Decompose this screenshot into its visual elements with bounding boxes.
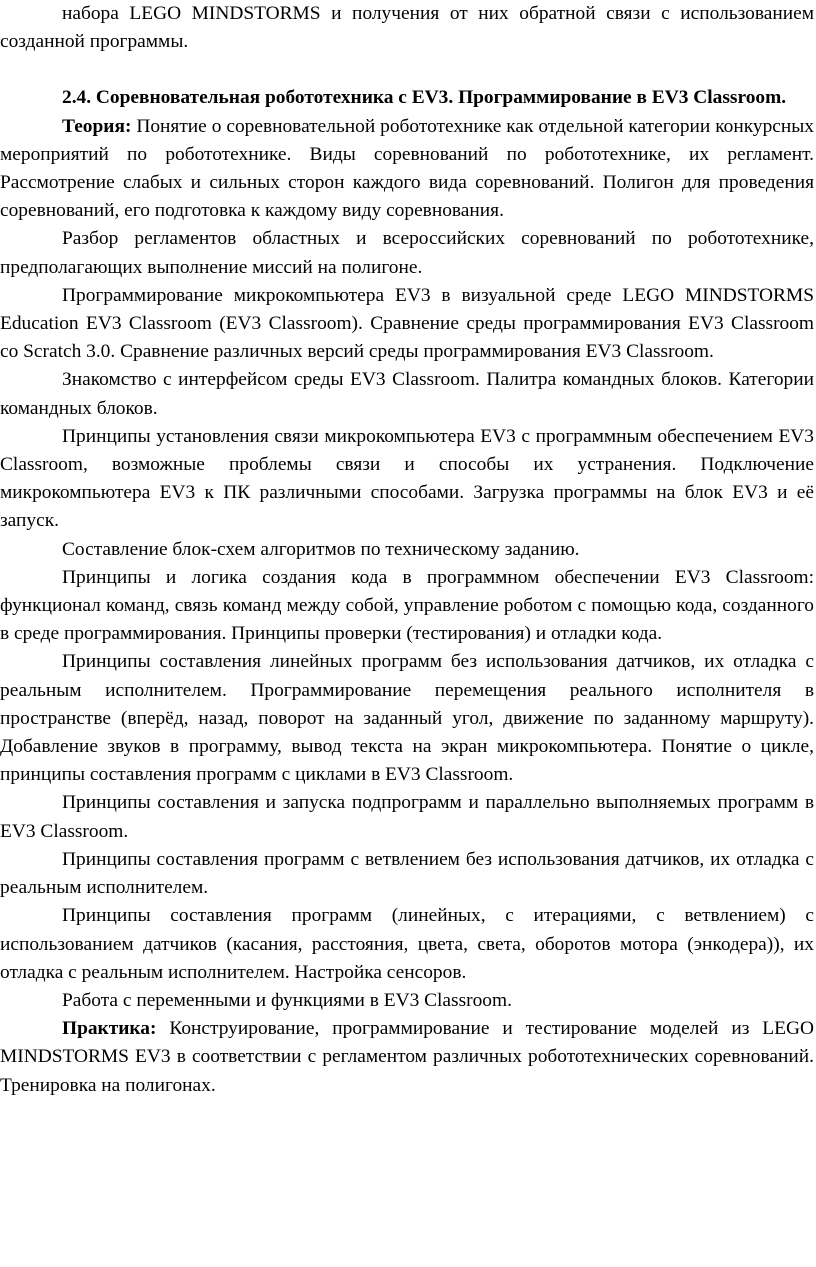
paragraph-gap: [0, 56, 814, 84]
section-heading: 2.4. Соревновательная робототехника с EV3. Программирование в EV3 Classroom.: [62, 87, 787, 109]
body-paragraph: Разбор регламентов областных и всероссийских соревнований по робототехнике, предполагающих выполнение миссий на полигоне.: [0, 228, 814, 278]
intro-continuation: набора LEGO MINDSTORMS и получения от них обратной связи с использованием созданной программы.: [0, 3, 814, 53]
practice-paragraph: [0, 1015, 814, 1100]
theory-paragraph: [0, 113, 814, 226]
practice-label: Практика:: [62, 1018, 157, 1040]
body-paragraph: Работа с переменными и функциями в EV3 Classroom.: [62, 989, 512, 1011]
body-paragraph: Принципы составления программ (линейных, с итерациями, с ветвлением) с использованием датчиков (касания, расстояния, цвета, света, оборотов мотора (энкодера)), их отладка с реальным исполнителем. Настройка сенсоров.: [0, 905, 814, 983]
body-paragraph: Принципы составления и запуска подпрограмм и параллельно выполняемых программ в EV3 Classroom.: [0, 792, 814, 842]
body-paragraph: Принципы составления линейных программ без использования датчиков, их отладка с реальным исполнителем. Программирование перемещения реального исполнителя в пространстве (вперёд, назад, поворот на заданный угол, движение по заданному маршруту). Добавление звуков в программу, вывод текста на экран микрокомпьютера. Понятие о цикле, принципы составления программ с циклами в EV3 Classroom.: [0, 651, 814, 786]
body-paragraph: Принципы составления программ с ветвлением без использования датчиков, их отладка с реальным исполнителем.: [0, 848, 814, 899]
theory-label: Теория:: [62, 115, 132, 137]
practice-text: Конструирование, программирование и тестирование моделей из LEGO MINDSTORMS EV3 в соответствии с регламентом различных робототехнических соревнований. Тренировка на полигонах.: [0, 1018, 814, 1096]
body-paragraph: Составление блок-схем алгоритмов по техническому заданию.: [62, 538, 580, 560]
theory-text: Понятие о соревновательной робототехнике как отдельной категории конкурсных мероприятий по робототехнике. Виды соревнований по робототехнике, их регламент. Рассмотрение слабых и сильных сторон каждого вида соревнований. Полигон для проведения соревнований, его подготовка к каждому виду соревнования.: [0, 115, 814, 222]
body-paragraph: Программирование микрокомпьютера EV3 в визуальной среде LEGO MINDSTORMS Education EV3 Classroom (EV3 Classroom). Сравнение среды программирования EV3 Classroom со Scratch 3.0. Сравнение различных версий среды программирования EV3 Classroom.: [0, 284, 814, 363]
body-paragraph: Знакомство с интерфейсом среды EV3 Classroom. Палитра командных блоков. Категории командных блоков.: [0, 369, 814, 419]
body-paragraph: Принципы установления связи микрокомпьютера EV3 с программным обеспечением EV3 Classroom, возможные проблемы связи и способы их устранения. Подключение микрокомпьютера EV3 к ПК различными способами. Загрузка программы на блок EV3 и её запуск.: [0, 425, 814, 532]
body-paragraph: Принципы и логика создания кода в программном обеспечении EV3 Classroom: функционал команд, связь команд между собой, управление роботом с помощью кода, созданного в среде программирования. Принципы проверки (тестирования) и отладки кода.: [0, 566, 814, 645]
